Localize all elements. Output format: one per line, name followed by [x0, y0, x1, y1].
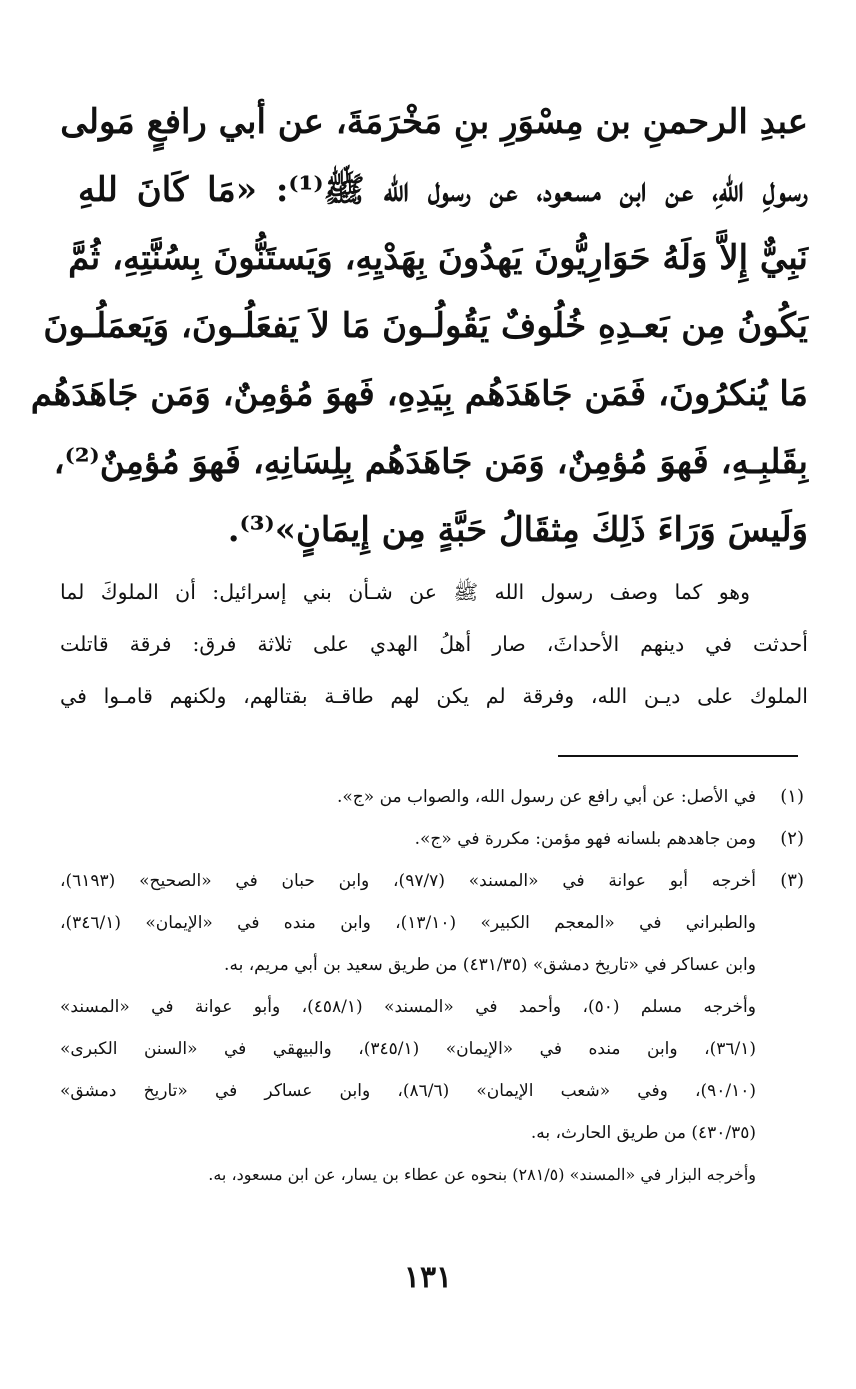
hadith-line: وَلَيسَ وَرَاءَ ذَلِكَ مِثقَالُ حَبَّةٍ مِن إِيمَانٍ»⁽³⁾.: [227, 510, 808, 550]
commentary-paragraph: [60, 570, 808, 726]
footnote-line: ومن جاهدهم بلسانه فهو مؤمن: مكررة في «ج».: [414, 829, 756, 849]
footnote-body: [60, 818, 756, 860]
footnote-line: (٩٠/١٠)، وفي «شعب الإيمان» (٨٦/٦)، وابن عساكر في «تاريخ دمشق»: [60, 1081, 756, 1101]
footnote-line: أخرجه أبو عوانة في «المسند» (٩٧/٧)، وابن حبان في «الصحيح» (٦١٩٣)،: [60, 871, 757, 891]
footnote-line: (٣٦/١)، وابن منده في «الإيمان» (٣٤٥/١)، والبيهقي في «السنن الكبرى»: [60, 1039, 756, 1059]
hadith-line: نَبِيٌّ إِلاَّ وَلَهُ حَوَارِيُّونَ يَهدُونَ بِهَدْيِهِ، وَيَستَنُّونَ بِسُنَّتِهِ، ثُمَّ: [68, 238, 808, 278]
footnote-line: وأخرجه البزار في «المسند» (٢٨١/٥) بنحوه عن عطاء بن يسار، عن ابن مسعود، به.: [208, 1165, 756, 1184]
footnote-1: [60, 776, 804, 818]
footnote-line: في الأصل: عن أبي رافع عن رسول الله، والصواب من «ج».: [337, 787, 756, 807]
hadith-line: عبدِ الرحمنِ بن مِسْوَرِ بنِ مَخْرَمَةَ، عن أبي رافعٍ مَولى: [60, 102, 808, 142]
hadith-text: [30, 92, 808, 568]
footnote-body: [60, 776, 756, 818]
footnote-3: [60, 860, 804, 1196]
commentary-line: الملوك على ديـن الله، وفرقة لم يكن لهم طاقـة بقتالهم، ولكنهم قامـوا في: [60, 684, 808, 708]
page-number: ١٣١: [403, 1260, 453, 1295]
hadith-line: يَكُونُ مِن بَعـدِهِ خُلُوفٌ يَقُولُـونَ مَا لاَ يَفعَلُـونَ، وَيَعمَلُـونَ: [43, 306, 808, 346]
footnote-line: (٤٣٠/٣٥) من طريق الحارث، به.: [530, 1123, 756, 1143]
footnote-line: وأخرجه مسلم (٥٠)، وأحمد في «المسند» (٤٥٨/١)، وأبو عوانة في «المسند»: [60, 997, 756, 1017]
hadith-line: مَا يُنكرُونَ، فَمَن جَاهَدَهُم بِيَدِهِ، فَهوَ مُؤمِنٌ، وَمَن جَاهَدَهُم: [30, 374, 808, 414]
footnotes: [60, 776, 804, 1196]
footnote-number: (٢): [780, 828, 804, 849]
footnote-divider: [558, 755, 798, 757]
commentary-line: أحدثت في دينهم الأحداثَ، صار أهلُ الهدي على ثلاثة فرق: فرقة قاتلت: [60, 632, 808, 656]
hadith-line: بِقَلبِـهِ، فَهوَ مُؤمِنٌ، وَمَن جَاهَدَهُم بِلِسَانِهِ، فَهوَ مُؤمِنٌ⁽²⁾،: [53, 442, 808, 482]
footnote-body: [60, 860, 756, 1196]
hadith-line: رسولِ اللهِ، عن ابن مسعود، عن رسول الله ﷺ⁽¹⁾: «مَا كَانَ للهِ: [78, 170, 808, 210]
footnote-2: [60, 818, 804, 860]
commentary-line: وهو كما وصف رسول الله ﷺ عن شـأن بني إسرائيل: أن الملوكَ لما: [60, 580, 750, 604]
footnote-line: وابن عساكر في «تاريخ دمشق» (٤٣١/٣٥) من طريق سعيد بن أبي مريم، به.: [224, 955, 756, 975]
footnote-number: (١): [780, 786, 804, 807]
footnote-line: والطبراني في «المعجم الكبير» (١٣/١٠)، وابن منده في «الإيمان» (٣٤٦/١)،: [60, 913, 756, 933]
footnote-number: (٣): [780, 870, 804, 891]
